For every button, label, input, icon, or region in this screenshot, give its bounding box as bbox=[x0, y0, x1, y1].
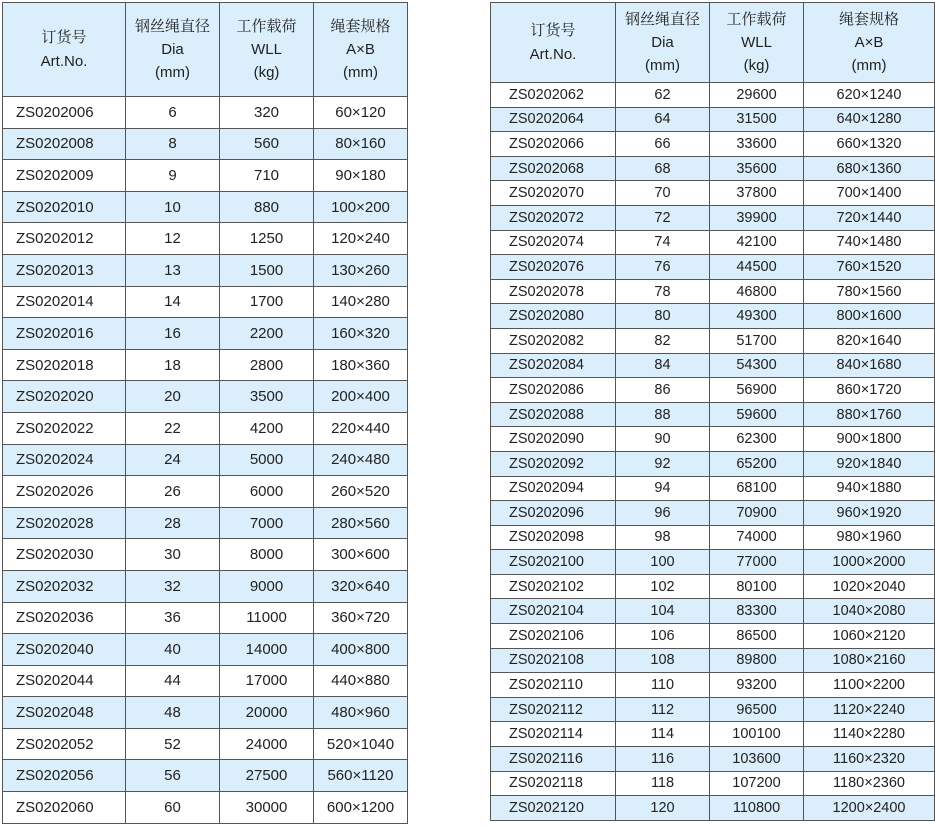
table-row bbox=[491, 574, 935, 599]
cell-wll: 1500 bbox=[220, 254, 314, 286]
cell-art-no: ZS0202102 bbox=[491, 574, 616, 599]
cell-spec: 980×1960 bbox=[804, 525, 935, 550]
cell-art-no: ZS0202100 bbox=[491, 550, 616, 575]
cell-wll: 320 bbox=[220, 97, 314, 129]
cell-wll: 5000 bbox=[220, 444, 314, 476]
header-art-no: 订货号 Art.No. bbox=[491, 3, 616, 83]
cell-dia: 26 bbox=[126, 476, 220, 508]
cell-spec: 700×1400 bbox=[804, 181, 935, 206]
cell-art-no: ZS0202070 bbox=[491, 181, 616, 206]
table-row bbox=[3, 760, 408, 792]
cell-art-no: ZS0202116 bbox=[491, 747, 616, 772]
cell-spec: 100×200 bbox=[314, 191, 408, 223]
cell-art-no: ZS0202052 bbox=[3, 728, 126, 760]
cell-art-no: ZS0202010 bbox=[3, 191, 126, 223]
table-row bbox=[3, 539, 408, 571]
cell-art-no: ZS0202016 bbox=[3, 318, 126, 350]
cell-dia: 66 bbox=[616, 132, 710, 157]
cell-wll: 4200 bbox=[220, 412, 314, 444]
cell-spec: 1160×2320 bbox=[804, 747, 935, 772]
cell-wll: 80100 bbox=[710, 574, 804, 599]
cell-spec: 90×180 bbox=[314, 160, 408, 192]
table-row bbox=[491, 747, 935, 772]
cell-art-no: ZS0202090 bbox=[491, 427, 616, 452]
cell-art-no: ZS0202104 bbox=[491, 599, 616, 624]
cell-spec: 920×1840 bbox=[804, 451, 935, 476]
cell-art-no: ZS0202118 bbox=[491, 771, 616, 796]
table-row bbox=[491, 255, 935, 280]
table-row bbox=[3, 381, 408, 413]
table-row bbox=[491, 427, 935, 452]
cell-dia: 110 bbox=[616, 673, 710, 698]
cell-dia: 116 bbox=[616, 747, 710, 772]
cell-spec: 400×800 bbox=[314, 634, 408, 666]
cell-art-no: ZS0202048 bbox=[3, 697, 126, 729]
cell-art-no: ZS0202040 bbox=[3, 634, 126, 666]
cell-wll: 29600 bbox=[710, 83, 804, 108]
cell-art-no: ZS0202068 bbox=[491, 156, 616, 181]
table-row bbox=[3, 286, 408, 318]
cell-wll: 62300 bbox=[710, 427, 804, 452]
cell-art-no: ZS0202032 bbox=[3, 570, 126, 602]
table-row bbox=[491, 328, 935, 353]
cell-dia: 98 bbox=[616, 525, 710, 550]
cell-spec: 360×720 bbox=[314, 602, 408, 634]
cell-art-no: ZS0202008 bbox=[3, 128, 126, 160]
cell-dia: 64 bbox=[616, 107, 710, 132]
table-row bbox=[491, 107, 935, 132]
cell-art-no: ZS0202084 bbox=[491, 353, 616, 378]
cell-spec: 220×440 bbox=[314, 412, 408, 444]
cell-dia: 80 bbox=[616, 304, 710, 329]
cell-art-no: ZS0202120 bbox=[491, 796, 616, 821]
cell-wll: 8000 bbox=[220, 539, 314, 571]
cell-wll: 103600 bbox=[710, 747, 804, 772]
table-row bbox=[3, 349, 408, 381]
cell-spec: 280×560 bbox=[314, 507, 408, 539]
cell-wll: 2800 bbox=[220, 349, 314, 381]
cell-dia: 68 bbox=[616, 156, 710, 181]
cell-art-no: ZS0202092 bbox=[491, 451, 616, 476]
cell-spec: 820×1640 bbox=[804, 328, 935, 353]
cell-dia: 22 bbox=[126, 412, 220, 444]
cell-spec: 440×880 bbox=[314, 665, 408, 697]
table-header bbox=[3, 3, 408, 97]
cell-dia: 114 bbox=[616, 722, 710, 747]
cell-dia: 78 bbox=[616, 279, 710, 304]
cell-art-no: ZS0202072 bbox=[491, 205, 616, 230]
cell-art-no: ZS0202056 bbox=[3, 760, 126, 792]
cell-dia: 36 bbox=[126, 602, 220, 634]
cell-art-no: ZS0202012 bbox=[3, 223, 126, 255]
cell-dia: 12 bbox=[126, 223, 220, 255]
table-row bbox=[3, 665, 408, 697]
cell-wll: 77000 bbox=[710, 550, 804, 575]
cell-wll: 93200 bbox=[710, 673, 804, 698]
cell-dia: 84 bbox=[616, 353, 710, 378]
table-row bbox=[491, 156, 935, 181]
cell-spec: 900×1800 bbox=[804, 427, 935, 452]
cell-spec: 800×1600 bbox=[804, 304, 935, 329]
cell-wll: 100100 bbox=[710, 722, 804, 747]
cell-spec: 740×1480 bbox=[804, 230, 935, 255]
cell-art-no: ZS0202110 bbox=[491, 673, 616, 698]
cell-wll: 1250 bbox=[220, 223, 314, 255]
cell-dia: 92 bbox=[616, 451, 710, 476]
cell-dia: 16 bbox=[126, 318, 220, 350]
cell-art-no: ZS0202114 bbox=[491, 722, 616, 747]
table-row bbox=[491, 83, 935, 108]
cell-wll: 46800 bbox=[710, 279, 804, 304]
cell-wll: 68100 bbox=[710, 476, 804, 501]
cell-wll: 710 bbox=[220, 160, 314, 192]
cell-dia: 40 bbox=[126, 634, 220, 666]
table-row bbox=[491, 378, 935, 403]
cell-wll: 49300 bbox=[710, 304, 804, 329]
cell-spec: 1140×2280 bbox=[804, 722, 935, 747]
table-row bbox=[491, 181, 935, 206]
cell-dia: 88 bbox=[616, 402, 710, 427]
cell-spec: 1120×2240 bbox=[804, 697, 935, 722]
cell-wll: 59600 bbox=[710, 402, 804, 427]
cell-spec: 1020×2040 bbox=[804, 574, 935, 599]
cell-spec: 660×1320 bbox=[804, 132, 935, 157]
cell-spec: 1100×2200 bbox=[804, 673, 935, 698]
cell-dia: 24 bbox=[126, 444, 220, 476]
spec-table-right bbox=[490, 2, 935, 821]
cell-spec: 130×260 bbox=[314, 254, 408, 286]
cell-wll: 20000 bbox=[220, 697, 314, 729]
cell-spec: 940×1880 bbox=[804, 476, 935, 501]
cell-dia: 30 bbox=[126, 539, 220, 571]
cell-spec: 780×1560 bbox=[804, 279, 935, 304]
table-row bbox=[491, 525, 935, 550]
cell-dia: 56 bbox=[126, 760, 220, 792]
cell-wll: 6000 bbox=[220, 476, 314, 508]
cell-wll: 107200 bbox=[710, 771, 804, 796]
cell-dia: 28 bbox=[126, 507, 220, 539]
cell-wll: 89800 bbox=[710, 648, 804, 673]
cell-dia: 9 bbox=[126, 160, 220, 192]
cell-wll: 51700 bbox=[710, 328, 804, 353]
table-row bbox=[491, 501, 935, 526]
cell-dia: 44 bbox=[126, 665, 220, 697]
cell-wll: 24000 bbox=[220, 728, 314, 760]
cell-dia: 72 bbox=[616, 205, 710, 230]
cell-wll: 44500 bbox=[710, 255, 804, 280]
table-row bbox=[491, 132, 935, 157]
cell-spec: 1180×2360 bbox=[804, 771, 935, 796]
cell-wll: 86500 bbox=[710, 624, 804, 649]
table-row bbox=[3, 318, 408, 350]
table-row bbox=[491, 550, 935, 575]
cell-spec: 120×240 bbox=[314, 223, 408, 255]
cell-dia: 76 bbox=[616, 255, 710, 280]
cell-dia: 118 bbox=[616, 771, 710, 796]
table-row bbox=[491, 402, 935, 427]
cell-dia: 82 bbox=[616, 328, 710, 353]
cell-dia: 6 bbox=[126, 97, 220, 129]
table-row bbox=[3, 792, 408, 824]
table-row bbox=[491, 599, 935, 624]
table-row bbox=[491, 205, 935, 230]
cell-wll: 2200 bbox=[220, 318, 314, 350]
cell-art-no: ZS0202080 bbox=[491, 304, 616, 329]
cell-dia: 108 bbox=[616, 648, 710, 673]
cell-spec: 1200×2400 bbox=[804, 796, 935, 821]
cell-wll: 83300 bbox=[710, 599, 804, 624]
cell-spec: 160×320 bbox=[314, 318, 408, 350]
cell-wll: 65200 bbox=[710, 451, 804, 476]
cell-wll: 74000 bbox=[710, 525, 804, 550]
cell-spec: 520×1040 bbox=[314, 728, 408, 760]
cell-spec: 60×120 bbox=[314, 97, 408, 129]
table-row bbox=[491, 230, 935, 255]
cell-wll: 33600 bbox=[710, 132, 804, 157]
cell-art-no: ZS0202030 bbox=[3, 539, 126, 571]
table-row bbox=[3, 476, 408, 508]
table-row bbox=[491, 673, 935, 698]
cell-art-no: ZS0202094 bbox=[491, 476, 616, 501]
header-wll: 工作载荷 WLL (kg) bbox=[710, 3, 804, 83]
cell-spec: 1060×2120 bbox=[804, 624, 935, 649]
cell-art-no: ZS0202076 bbox=[491, 255, 616, 280]
cell-art-no: ZS0202013 bbox=[3, 254, 126, 286]
cell-dia: 94 bbox=[616, 476, 710, 501]
table-row bbox=[491, 648, 935, 673]
table-row bbox=[3, 97, 408, 129]
table-row bbox=[3, 570, 408, 602]
cell-spec: 240×480 bbox=[314, 444, 408, 476]
cell-wll: 14000 bbox=[220, 634, 314, 666]
cell-dia: 20 bbox=[126, 381, 220, 413]
cell-art-no: ZS0202078 bbox=[491, 279, 616, 304]
cell-art-no: ZS0202018 bbox=[3, 349, 126, 381]
cell-dia: 100 bbox=[616, 550, 710, 575]
cell-wll: 54300 bbox=[710, 353, 804, 378]
header-dia: 钢丝绳直径 Dia (mm) bbox=[126, 3, 220, 97]
spec-table-left bbox=[2, 2, 408, 824]
cell-wll: 30000 bbox=[220, 792, 314, 824]
cell-art-no: ZS0202108 bbox=[491, 648, 616, 673]
cell-spec: 840×1680 bbox=[804, 353, 935, 378]
header-dia: 钢丝绳直径 Dia (mm) bbox=[616, 3, 710, 83]
cell-dia: 13 bbox=[126, 254, 220, 286]
cell-wll: 35600 bbox=[710, 156, 804, 181]
table-row bbox=[491, 279, 935, 304]
cell-wll: 27500 bbox=[220, 760, 314, 792]
cell-dia: 32 bbox=[126, 570, 220, 602]
cell-art-no: ZS0202082 bbox=[491, 328, 616, 353]
cell-spec: 1080×2160 bbox=[804, 648, 935, 673]
cell-art-no: ZS0202014 bbox=[3, 286, 126, 318]
cell-dia: 102 bbox=[616, 574, 710, 599]
cell-wll: 17000 bbox=[220, 665, 314, 697]
table-row bbox=[491, 796, 935, 821]
cell-spec: 140×280 bbox=[314, 286, 408, 318]
cell-wll: 96500 bbox=[710, 697, 804, 722]
cell-spec: 1000×2000 bbox=[804, 550, 935, 575]
table-row bbox=[3, 602, 408, 634]
cell-spec: 720×1440 bbox=[804, 205, 935, 230]
cell-spec: 200×400 bbox=[314, 381, 408, 413]
cell-spec: 80×160 bbox=[314, 128, 408, 160]
table-row bbox=[3, 697, 408, 729]
cell-spec: 680×1360 bbox=[804, 156, 935, 181]
cell-art-no: ZS0202026 bbox=[3, 476, 126, 508]
cell-art-no: ZS0202060 bbox=[3, 792, 126, 824]
cell-spec: 260×520 bbox=[314, 476, 408, 508]
table-row bbox=[3, 634, 408, 666]
table-row bbox=[491, 697, 935, 722]
cell-dia: 90 bbox=[616, 427, 710, 452]
cell-spec: 180×360 bbox=[314, 349, 408, 381]
cell-dia: 48 bbox=[126, 697, 220, 729]
cell-art-no: ZS0202022 bbox=[3, 412, 126, 444]
cell-spec: 760×1520 bbox=[804, 255, 935, 280]
cell-wll: 880 bbox=[220, 191, 314, 223]
cell-dia: 70 bbox=[616, 181, 710, 206]
table-body bbox=[491, 83, 935, 821]
table-row bbox=[491, 624, 935, 649]
table-row bbox=[3, 728, 408, 760]
cell-dia: 96 bbox=[616, 501, 710, 526]
cell-wll: 110800 bbox=[710, 796, 804, 821]
table-row bbox=[491, 722, 935, 747]
cell-wll: 9000 bbox=[220, 570, 314, 602]
cell-art-no: ZS0202036 bbox=[3, 602, 126, 634]
table-row bbox=[3, 444, 408, 476]
cell-spec: 860×1720 bbox=[804, 378, 935, 403]
table-row bbox=[3, 412, 408, 444]
cell-dia: 106 bbox=[616, 624, 710, 649]
cell-wll: 42100 bbox=[710, 230, 804, 255]
cell-wll: 11000 bbox=[220, 602, 314, 634]
cell-spec: 960×1920 bbox=[804, 501, 935, 526]
cell-spec: 1040×2080 bbox=[804, 599, 935, 624]
cell-wll: 3500 bbox=[220, 381, 314, 413]
table-row bbox=[491, 353, 935, 378]
cell-dia: 86 bbox=[616, 378, 710, 403]
cell-wll: 560 bbox=[220, 128, 314, 160]
table-row bbox=[491, 304, 935, 329]
cell-dia: 52 bbox=[126, 728, 220, 760]
cell-art-no: ZS0202020 bbox=[3, 381, 126, 413]
cell-dia: 62 bbox=[616, 83, 710, 108]
cell-dia: 60 bbox=[126, 792, 220, 824]
cell-spec: 620×1240 bbox=[804, 83, 935, 108]
cell-spec: 880×1760 bbox=[804, 402, 935, 427]
cell-wll: 70900 bbox=[710, 501, 804, 526]
cell-art-no: ZS0202064 bbox=[491, 107, 616, 132]
cell-art-no: ZS0202106 bbox=[491, 624, 616, 649]
cell-wll: 31500 bbox=[710, 107, 804, 132]
cell-wll: 7000 bbox=[220, 507, 314, 539]
header-spec: 绳套规格 A×B (mm) bbox=[804, 3, 935, 83]
table-row bbox=[3, 254, 408, 286]
table-row bbox=[3, 128, 408, 160]
header-art-no: 订货号 Art.No. bbox=[3, 3, 126, 97]
header-spec: 绳套规格 A×B (mm) bbox=[314, 3, 408, 97]
cell-spec: 640×1280 bbox=[804, 107, 935, 132]
cell-art-no: ZS0202006 bbox=[3, 97, 126, 129]
table-row bbox=[491, 451, 935, 476]
cell-wll: 39900 bbox=[710, 205, 804, 230]
cell-art-no: ZS0202088 bbox=[491, 402, 616, 427]
cell-wll: 37800 bbox=[710, 181, 804, 206]
cell-art-no: ZS0202096 bbox=[491, 501, 616, 526]
cell-art-no: ZS0202062 bbox=[491, 83, 616, 108]
cell-art-no: ZS0202028 bbox=[3, 507, 126, 539]
cell-dia: 8 bbox=[126, 128, 220, 160]
cell-spec: 300×600 bbox=[314, 539, 408, 571]
header-wll: 工作载荷 WLL (kg) bbox=[220, 3, 314, 97]
table-row bbox=[3, 191, 408, 223]
cell-art-no: ZS0202098 bbox=[491, 525, 616, 550]
cell-dia: 112 bbox=[616, 697, 710, 722]
table-header bbox=[491, 3, 935, 83]
cell-art-no: ZS0202066 bbox=[491, 132, 616, 157]
cell-spec: 560×1120 bbox=[314, 760, 408, 792]
cell-spec: 320×640 bbox=[314, 570, 408, 602]
cell-art-no: ZS0202086 bbox=[491, 378, 616, 403]
cell-spec: 600×1200 bbox=[314, 792, 408, 824]
cell-dia: 14 bbox=[126, 286, 220, 318]
table-body bbox=[3, 97, 408, 824]
cell-dia: 120 bbox=[616, 796, 710, 821]
table-row bbox=[3, 223, 408, 255]
cell-art-no: ZS0202009 bbox=[3, 160, 126, 192]
cell-art-no: ZS0202044 bbox=[3, 665, 126, 697]
cell-dia: 10 bbox=[126, 191, 220, 223]
cell-wll: 1700 bbox=[220, 286, 314, 318]
cell-art-no: ZS0202074 bbox=[491, 230, 616, 255]
table-row bbox=[491, 476, 935, 501]
cell-art-no: ZS0202112 bbox=[491, 697, 616, 722]
cell-art-no: ZS0202024 bbox=[3, 444, 126, 476]
cell-wll: 56900 bbox=[710, 378, 804, 403]
cell-dia: 18 bbox=[126, 349, 220, 381]
cell-dia: 74 bbox=[616, 230, 710, 255]
table-row bbox=[491, 771, 935, 796]
table-row bbox=[3, 160, 408, 192]
cell-dia: 104 bbox=[616, 599, 710, 624]
table-row bbox=[3, 507, 408, 539]
cell-spec: 480×960 bbox=[314, 697, 408, 729]
